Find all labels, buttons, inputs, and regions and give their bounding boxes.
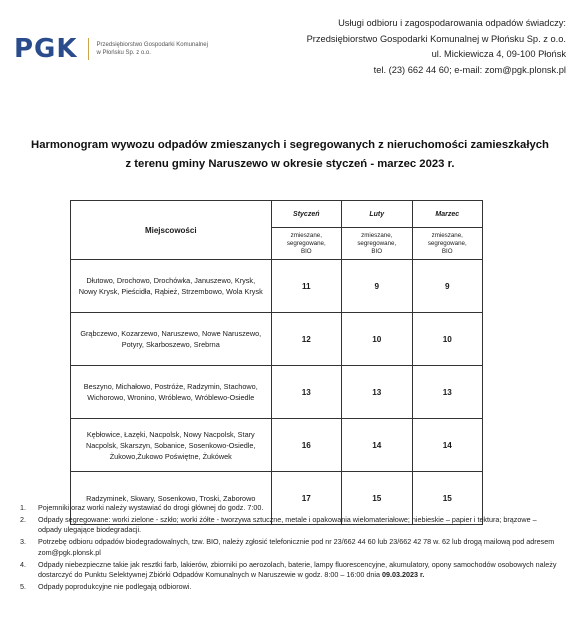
- locations-line: Żukowo,Żukowo Poświętne, Żukówek: [109, 451, 232, 461]
- locations-line: Dłutowo, Drochowo, Drochówka, Januszewo, Krysk,: [86, 276, 256, 285]
- waste-type-header: [271, 228, 341, 260]
- company-address: ul. Mickiewicza 4, 09-100 Płońsk: [431, 49, 566, 59]
- company-info: [307, 16, 566, 78]
- note-number: 4.: [20, 559, 26, 569]
- date-cell: 13: [412, 366, 483, 419]
- locations-cell: [71, 366, 272, 419]
- logo-text-line2: w Płońsku Sp. z o.o.: [96, 50, 151, 56]
- note-text: Potrzebę odbioru odpadów biodegradowalnych, tzw. BIO, należy zgłosić telefonicznie pod nr 23/662 44 60 lub 23/662 42 78 w. 62 lub drogą mailową pod adresem zom@pgk.plonsk.pl: [38, 537, 555, 557]
- locations-line: Nowy Krysk, Pieścidła, Rąbież, Strzembowo, Wola Krysk: [78, 287, 263, 296]
- waste-type-header: [412, 228, 483, 260]
- note-number: 2.: [20, 514, 26, 524]
- date-cell: 10: [412, 313, 483, 366]
- table-row: [71, 260, 483, 313]
- locations-line: Kębłowice, Łazęki, Nacpolsk, Nowy Nacpolsk, Stary: [86, 429, 255, 439]
- note-text: Odpady poprodukcyjne nie podlegają odbiorowi.: [38, 581, 192, 591]
- locations-line: Grąbczewo, Kozarzewo, Naruszewo, Nowe Naruszewo,: [80, 329, 262, 338]
- locations-header: Miejscowości: [71, 201, 272, 260]
- date-cell: 17: [271, 472, 341, 525]
- date-cell: 15: [412, 472, 483, 525]
- logo-mark: PGK: [14, 34, 78, 64]
- locations-line: Radzyminek, Skwary, Sosenkowo, Troski, Zaborowo: [86, 493, 256, 503]
- date-cell: 14: [342, 419, 412, 472]
- note-number: 5.: [20, 581, 26, 591]
- company-line1: Usługi odbioru i zagospodarowania odpadów świadczy:: [338, 18, 566, 28]
- locations-cell: [71, 419, 272, 472]
- date-cell: 11: [271, 260, 341, 313]
- table-row: [71, 366, 483, 419]
- notes-list: [14, 503, 559, 594]
- date-cell: 15: [342, 472, 412, 525]
- logo-separator: [88, 38, 89, 60]
- pgk-logo: [14, 34, 208, 64]
- locations-line: Wichorowo, Wronino, Wróblewo, Wróblewo-Osiedle: [87, 393, 255, 402]
- waste-type-line3: BIO: [441, 247, 453, 255]
- waste-type-line1: zmieszane,: [290, 231, 322, 239]
- date-cell: 9: [412, 260, 483, 313]
- note-text: Pojemniki oraz worki należy wystawiać do drogi głównej do godz. 7:00.: [38, 503, 264, 512]
- locations-cell: [71, 260, 272, 313]
- date-cell: 14: [412, 419, 483, 472]
- logo-text: [97, 41, 208, 57]
- note-number: 1.: [20, 503, 26, 512]
- date-cell: 12: [271, 313, 341, 366]
- locations-line: Potyry, Skarboszewo, Srebrna: [121, 340, 220, 349]
- company-line2: Przedsiębiorstwo Gospodarki Komunalnej w Płońsku Sp. z o.o.: [306, 33, 566, 44]
- date-cell: 16: [271, 419, 341, 472]
- note-date: 09.03.2023 r.: [382, 570, 425, 580]
- date-cell: 13: [271, 366, 341, 419]
- locations-line: Nacpolsk, Skarszyn, Sobanice, Sosenkowo-Osiedle,: [85, 440, 256, 450]
- date-cell: 9: [342, 260, 412, 313]
- note-number: 3.: [20, 537, 26, 547]
- locations-cell: [71, 313, 272, 366]
- table-row: [71, 419, 483, 472]
- waste-type-line1: zmieszane,: [431, 231, 463, 239]
- schedule-table: [70, 200, 483, 525]
- note-text: Odpady niebezpieczne takie jak resztki farb, lakierów, zbiorniki po aerozolach, baterie, lampy fluorescencyjne, akumulatory, opony samochodów osobowych należy dostarczyć do Punktu Selektywnej Zbiórki Odpadów Komunalnych w Naruszewie w godz. 8:00 – 16:00 dnia: [38, 559, 557, 580]
- month-header-february: Luty: [342, 201, 412, 228]
- date-cell: 10: [342, 313, 412, 366]
- month-header-march: Marzec: [412, 201, 483, 228]
- company-contact: tel. (23) 662 44 60; e-mail: zom@pgk.plonsk.pl: [373, 64, 566, 75]
- locations-line: Beszyno, Michałowo, Postróże, Radzymin, Stachowo,: [83, 382, 258, 391]
- document-title: [0, 136, 580, 174]
- title-line2: z terenu gminy Naruszewo w okresie styczeń - marzec 2023 r.: [125, 158, 455, 170]
- waste-type-line2: segregowane,: [427, 239, 467, 247]
- waste-type-line2: segregowane,: [286, 239, 326, 247]
- note-item: [14, 515, 559, 536]
- waste-type-line3: BIO: [371, 247, 383, 255]
- note-item: [14, 537, 559, 558]
- note-text: Odpady segregowane: worki zielone - szkło; worki żółte - tworzywa sztuczne, metale i opakowania wielomateriałowe; niebieskie – papier i tektura; brązowe – odpady ulegające biodegradacji.: [38, 514, 537, 535]
- waste-type-line1: zmieszane,: [361, 231, 393, 239]
- month-header-january: Styczeń: [271, 201, 341, 228]
- note-item: [14, 582, 559, 593]
- date-cell: 13: [342, 366, 412, 419]
- waste-type-line3: BIO: [300, 247, 312, 255]
- logo-text-line1: Przedsiębiorstwo Gospodarki Komunalnej: [96, 42, 208, 48]
- table-row: [71, 313, 483, 366]
- waste-type-line2: segregowane,: [357, 239, 397, 247]
- note-item: [14, 560, 559, 581]
- waste-type-header: [342, 228, 412, 260]
- note-item: [14, 503, 559, 514]
- title-line1: Harmonogram wywozu odpadów zmieszanych i segregowanych z nieruchomości zamieszkałych: [31, 139, 549, 151]
